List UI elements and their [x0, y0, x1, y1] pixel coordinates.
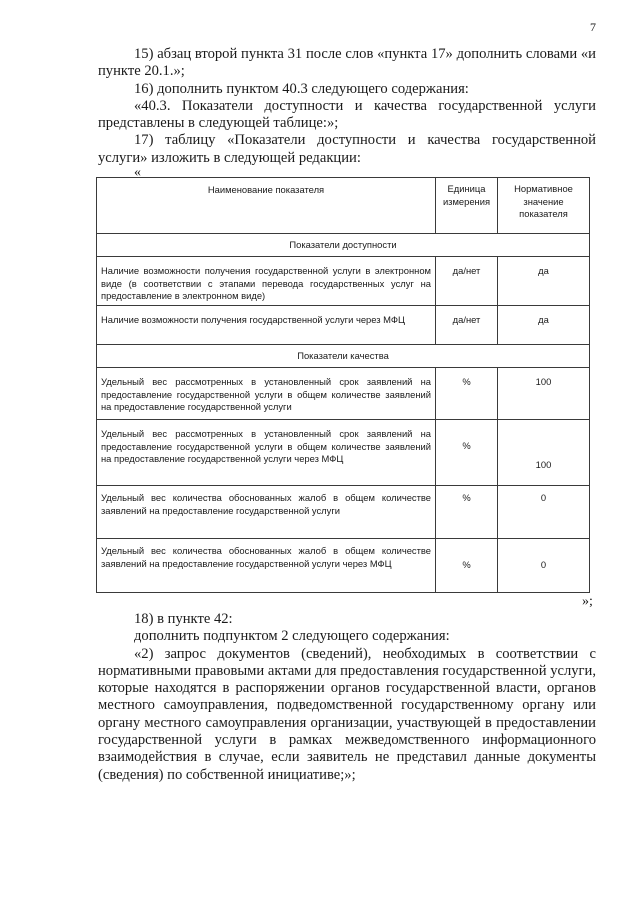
opening-quote: «: [134, 165, 141, 180]
table-row: [97, 486, 590, 539]
indicator-value: 0: [498, 486, 590, 539]
indicator-name: Удельный вес рассмотренных в установленный срок заявлений на предоставление государственной услуги в общем количестве заявлений на предоставление государственной услуги через МФЦ: [97, 420, 436, 486]
table-row: [97, 306, 590, 345]
indicators-table: [96, 177, 590, 593]
paragraph-item-15: 15) абзац второй пункта 31 после слов «пункта 17» дополнить словами «и пункте 20.1.»;: [98, 46, 596, 80]
page-number: 7: [590, 20, 596, 34]
table-row: [97, 420, 590, 486]
paragraph-subitem-2: «2) запрос документов (сведений), необходимых в соответствии с нормативными правовыми актами для предоставления государственной услуги, которые находятся в распоряжении органов государственной власти, органов местного самоуправления, подведомственной государственному органу или органу местного самоуправления организации, участвующей в предоставлении государственной услуги в рамках межведомственного информационного взаимодействия в случае, если заявитель не представил данные документы (сведения) по собственной инициативе;»;: [98, 645, 596, 783]
section-row-accessibility: [97, 234, 590, 257]
paragraph-item-17: 17) таблицу «Показатели доступности и качества государственной услуги» изложить в следующей редакции:: [98, 132, 596, 166]
indicator-unit: %: [436, 368, 498, 420]
closing-quote: »;: [582, 594, 593, 609]
section-title: Показатели качества: [97, 345, 590, 368]
header-norm-value: Нормативное значение показателя: [498, 178, 590, 234]
indicator-name: Удельный вес рассмотренных в установленный срок заявлений на предоставление государственной услуги в общем количестве заявлений на предоставление государственной услуги: [97, 368, 436, 420]
indicator-name: Наличие возможности получения государственной услуги в электронном виде (в соответствии с этапами перевода государственных услуг на предоставление в электронном виде): [97, 257, 436, 306]
indicator-unit: %: [436, 539, 498, 593]
indicator-unit: да/нет: [436, 257, 498, 306]
indicator-name: Удельный вес количества обоснованных жалоб в общем количестве заявлений на предоставление государственной услуги: [97, 486, 436, 539]
header-unit: Единица измерения: [436, 178, 498, 234]
paragraph-add-subitem: дополнить подпунктом 2 следующего содержания:: [134, 628, 450, 645]
paragraph-item-18: 18) в пункте 42:: [134, 611, 233, 627]
table-row: [97, 257, 590, 306]
intro-text: [98, 46, 596, 167]
indicator-value: 100: [498, 420, 590, 486]
indicator-value: да: [498, 306, 590, 345]
indicator-name: Наличие возможности получения государственной услуги через МФЦ: [97, 306, 436, 345]
indicator-value: 100: [498, 368, 590, 420]
outro-text: [98, 611, 596, 784]
table-row: [97, 368, 590, 420]
table-row: [97, 539, 590, 593]
section-row-quality: [97, 345, 590, 368]
header-indicator-name: Наименование показателя: [97, 178, 436, 234]
paragraph-quote-40-3: «40.3. Показатели доступности и качества государственной услуги представлены в следующей таблице:»;: [98, 97, 596, 132]
indicator-value: да: [498, 257, 590, 306]
indicator-name: Удельный вес количества обоснованных жалоб в общем количестве заявлений на предоставление государственной услуги через МФЦ: [97, 539, 436, 593]
paragraph-item-16: 16) дополнить пунктом 40.3 следующего содержания:: [134, 80, 469, 97]
indicator-unit: %: [436, 486, 498, 539]
indicator-unit: %: [436, 420, 498, 486]
indicator-value: 0: [498, 539, 590, 593]
indicator-unit: да/нет: [436, 306, 498, 345]
section-title: Показатели доступности: [97, 234, 590, 257]
table-header-row: [97, 178, 590, 234]
